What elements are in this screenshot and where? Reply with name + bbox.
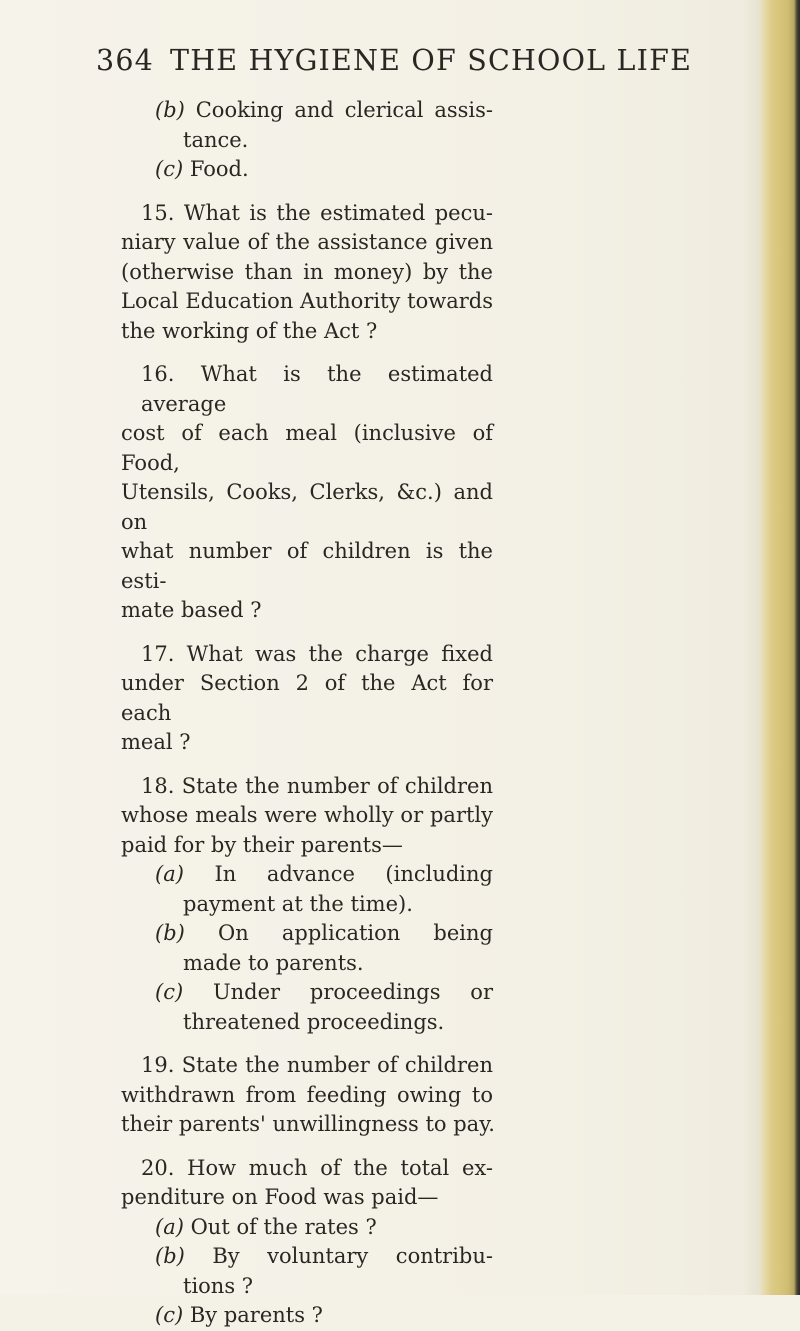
page-number: 364 bbox=[96, 44, 154, 77]
text-line bbox=[121, 978, 493, 1008]
text-line bbox=[121, 1242, 493, 1272]
text-line bbox=[121, 1213, 493, 1243]
text-line bbox=[121, 919, 493, 949]
text-line bbox=[121, 772, 493, 802]
text-line bbox=[121, 890, 493, 920]
text-line bbox=[121, 419, 493, 478]
text-line bbox=[121, 126, 493, 156]
line-text: Under proceedings or bbox=[212, 980, 493, 1004]
paragraph-gap bbox=[121, 1037, 493, 1051]
line-text: 15. What is the estimated pecu- bbox=[141, 200, 493, 225]
paragraph-gap bbox=[121, 758, 493, 772]
paragraph-gap bbox=[121, 626, 493, 640]
paragraph-gap bbox=[121, 346, 493, 360]
line-text: 18. State the number of children bbox=[141, 773, 493, 798]
item-label: (b) bbox=[155, 1244, 185, 1268]
running-header bbox=[96, 44, 696, 77]
text-line bbox=[121, 317, 493, 347]
text-line bbox=[121, 860, 493, 890]
text-line bbox=[121, 478, 493, 537]
text-line bbox=[121, 669, 493, 728]
text-line bbox=[121, 155, 493, 185]
line-text: In advance (including bbox=[214, 862, 493, 886]
text-line bbox=[121, 1272, 493, 1302]
line-text: tance. bbox=[183, 127, 249, 152]
paragraph-gap bbox=[121, 185, 493, 199]
line-text: By voluntary contribu- bbox=[212, 1244, 493, 1268]
line-text: penditure on Food was paid— bbox=[121, 1185, 439, 1209]
line-text: what number of children is the esti- bbox=[121, 539, 493, 593]
item-label: (b) bbox=[155, 98, 185, 122]
text-line bbox=[121, 199, 493, 229]
line-text: Utensils, Cooks, Clerks, &c.) and on bbox=[121, 480, 493, 534]
paragraph-gap bbox=[121, 1140, 493, 1154]
line-text: meal ? bbox=[121, 730, 191, 754]
line-text: Out of the rates ? bbox=[190, 1214, 377, 1239]
line-text: niary value of the assistance given bbox=[121, 230, 493, 254]
text-line bbox=[121, 228, 493, 258]
text-line bbox=[121, 949, 493, 979]
line-text: On application being bbox=[217, 921, 493, 945]
item-label: (c) bbox=[155, 157, 184, 181]
text-line bbox=[121, 728, 493, 758]
page-edge-binding bbox=[760, 0, 800, 1295]
line-text: paid for by their parents— bbox=[121, 832, 403, 857]
line-text: 20. How much of the total ex- bbox=[141, 1155, 493, 1180]
line-text: tions ? bbox=[183, 1273, 254, 1298]
line-text: (otherwise than in money) by the bbox=[121, 259, 493, 284]
text-line bbox=[121, 640, 493, 670]
item-label: (c) bbox=[155, 1303, 184, 1327]
line-text: 19. State the number of children bbox=[141, 1053, 493, 1077]
text-line bbox=[121, 1081, 493, 1111]
line-text: whose meals were wholly or partly bbox=[121, 803, 493, 827]
line-text: By parents ? bbox=[189, 1303, 323, 1327]
line-text: Local Education Authority towards bbox=[121, 289, 493, 313]
line-text: made to parents. bbox=[183, 950, 364, 975]
text-line bbox=[121, 258, 493, 288]
text-line bbox=[121, 537, 493, 596]
item-label: (b) bbox=[155, 921, 185, 945]
line-text: withdrawn from feeding owing to bbox=[121, 1082, 493, 1107]
item-label: (a) bbox=[155, 1214, 184, 1239]
line-text: mate based ? bbox=[121, 598, 262, 622]
text-line bbox=[121, 1154, 493, 1184]
line-text: threatened proceedings. bbox=[183, 1009, 445, 1034]
line-text: under Section 2 of the Act for each bbox=[121, 671, 493, 725]
text-line bbox=[121, 1301, 493, 1331]
page-edge-shadow bbox=[742, 0, 760, 1295]
line-text: 16. What is the estimated average bbox=[141, 362, 493, 416]
item-label: (a) bbox=[155, 862, 184, 886]
text-line bbox=[121, 801, 493, 831]
text-line bbox=[121, 1008, 493, 1038]
text-line bbox=[121, 831, 493, 861]
line-text: payment at the time). bbox=[183, 891, 413, 916]
line-text: their parents' unwillingness to pay. bbox=[121, 1112, 495, 1136]
text-line bbox=[121, 1110, 493, 1140]
text-line bbox=[121, 596, 493, 626]
text-line bbox=[121, 287, 493, 317]
text-line bbox=[121, 360, 493, 419]
line-text: cost of each meal (inclusive of Food, bbox=[121, 421, 493, 475]
line-text: Food. bbox=[189, 157, 249, 181]
text-line bbox=[121, 1183, 493, 1213]
line-text: the working of the Act ? bbox=[121, 318, 378, 343]
body-text bbox=[121, 96, 493, 1331]
text-line bbox=[121, 1051, 493, 1081]
text-line bbox=[121, 96, 493, 126]
item-label: (c) bbox=[155, 980, 184, 1004]
line-text: Cooking and clerical assis- bbox=[195, 98, 493, 122]
running-title: THE HYGIENE OF SCHOOL LIFE bbox=[170, 44, 693, 77]
line-text: 17. What was the charge fixed bbox=[141, 641, 493, 666]
